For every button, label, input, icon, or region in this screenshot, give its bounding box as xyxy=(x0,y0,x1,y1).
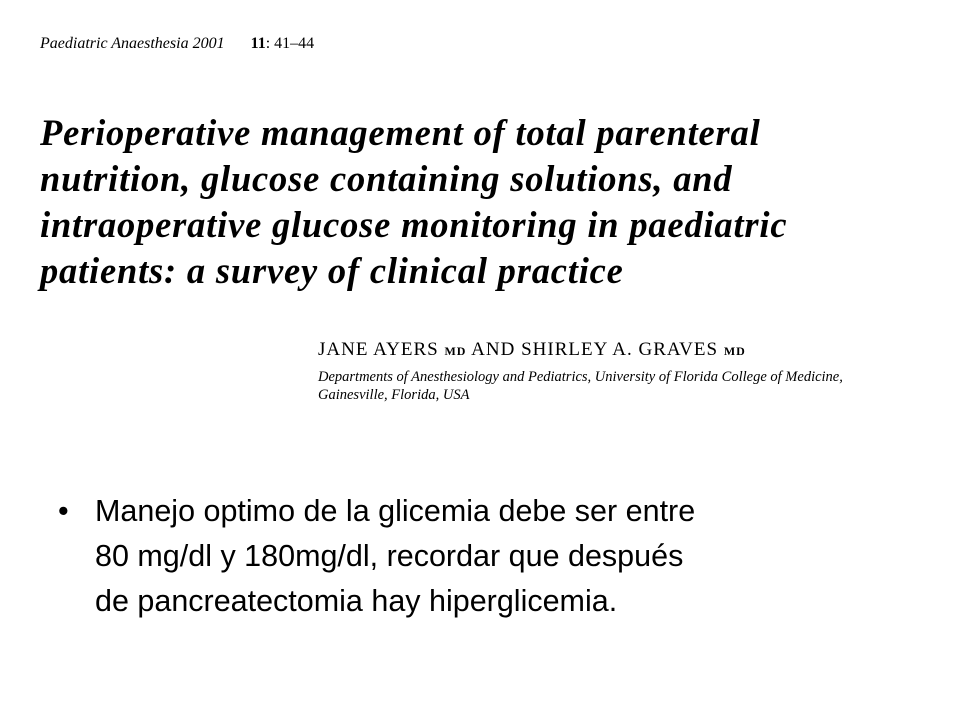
title-line: Perioperative management of total parenteral xyxy=(40,112,761,153)
title-line: nutrition, glucose containing solutions, and xyxy=(40,158,733,199)
article-title xyxy=(40,110,920,294)
bullet-marker: • xyxy=(58,494,69,528)
bullet-text-line: de pancreatectomia hay hiperglicemia. xyxy=(95,584,618,618)
author-conjunction: AND xyxy=(471,339,516,360)
author-degree: MD xyxy=(723,344,746,358)
journal-name: Paediatric Anaesthesia 2001 xyxy=(40,35,225,52)
volume-number: 11 xyxy=(250,35,266,52)
bullet-text-line: Manejo optimo de la glicemia debe ser entre xyxy=(95,494,696,528)
volume-pages xyxy=(251,35,315,52)
bullet-text-line: 80 mg/dl y 180mg/dl, recordar que después xyxy=(95,539,684,573)
journal-citation xyxy=(40,33,314,55)
author-name: SHIRLEY A. GRAVES xyxy=(521,339,719,360)
bullet-point xyxy=(58,489,898,624)
affiliation-line: Departments of Anesthesiology and Pediatrics, University of Florida College of Medicine, xyxy=(318,369,843,385)
title-line: patients: a survey of clinical practice xyxy=(40,250,624,291)
author-degree: MD xyxy=(444,344,467,358)
affiliation xyxy=(318,368,843,404)
affiliation-line: Gainesville, Florida, USA xyxy=(318,387,470,403)
author-line xyxy=(318,337,746,364)
page-range: : 41–44 xyxy=(265,35,315,52)
author-name: JANE AYERS xyxy=(318,339,439,360)
title-line: intraoperative glucose monitoring in paediatric xyxy=(40,204,788,245)
